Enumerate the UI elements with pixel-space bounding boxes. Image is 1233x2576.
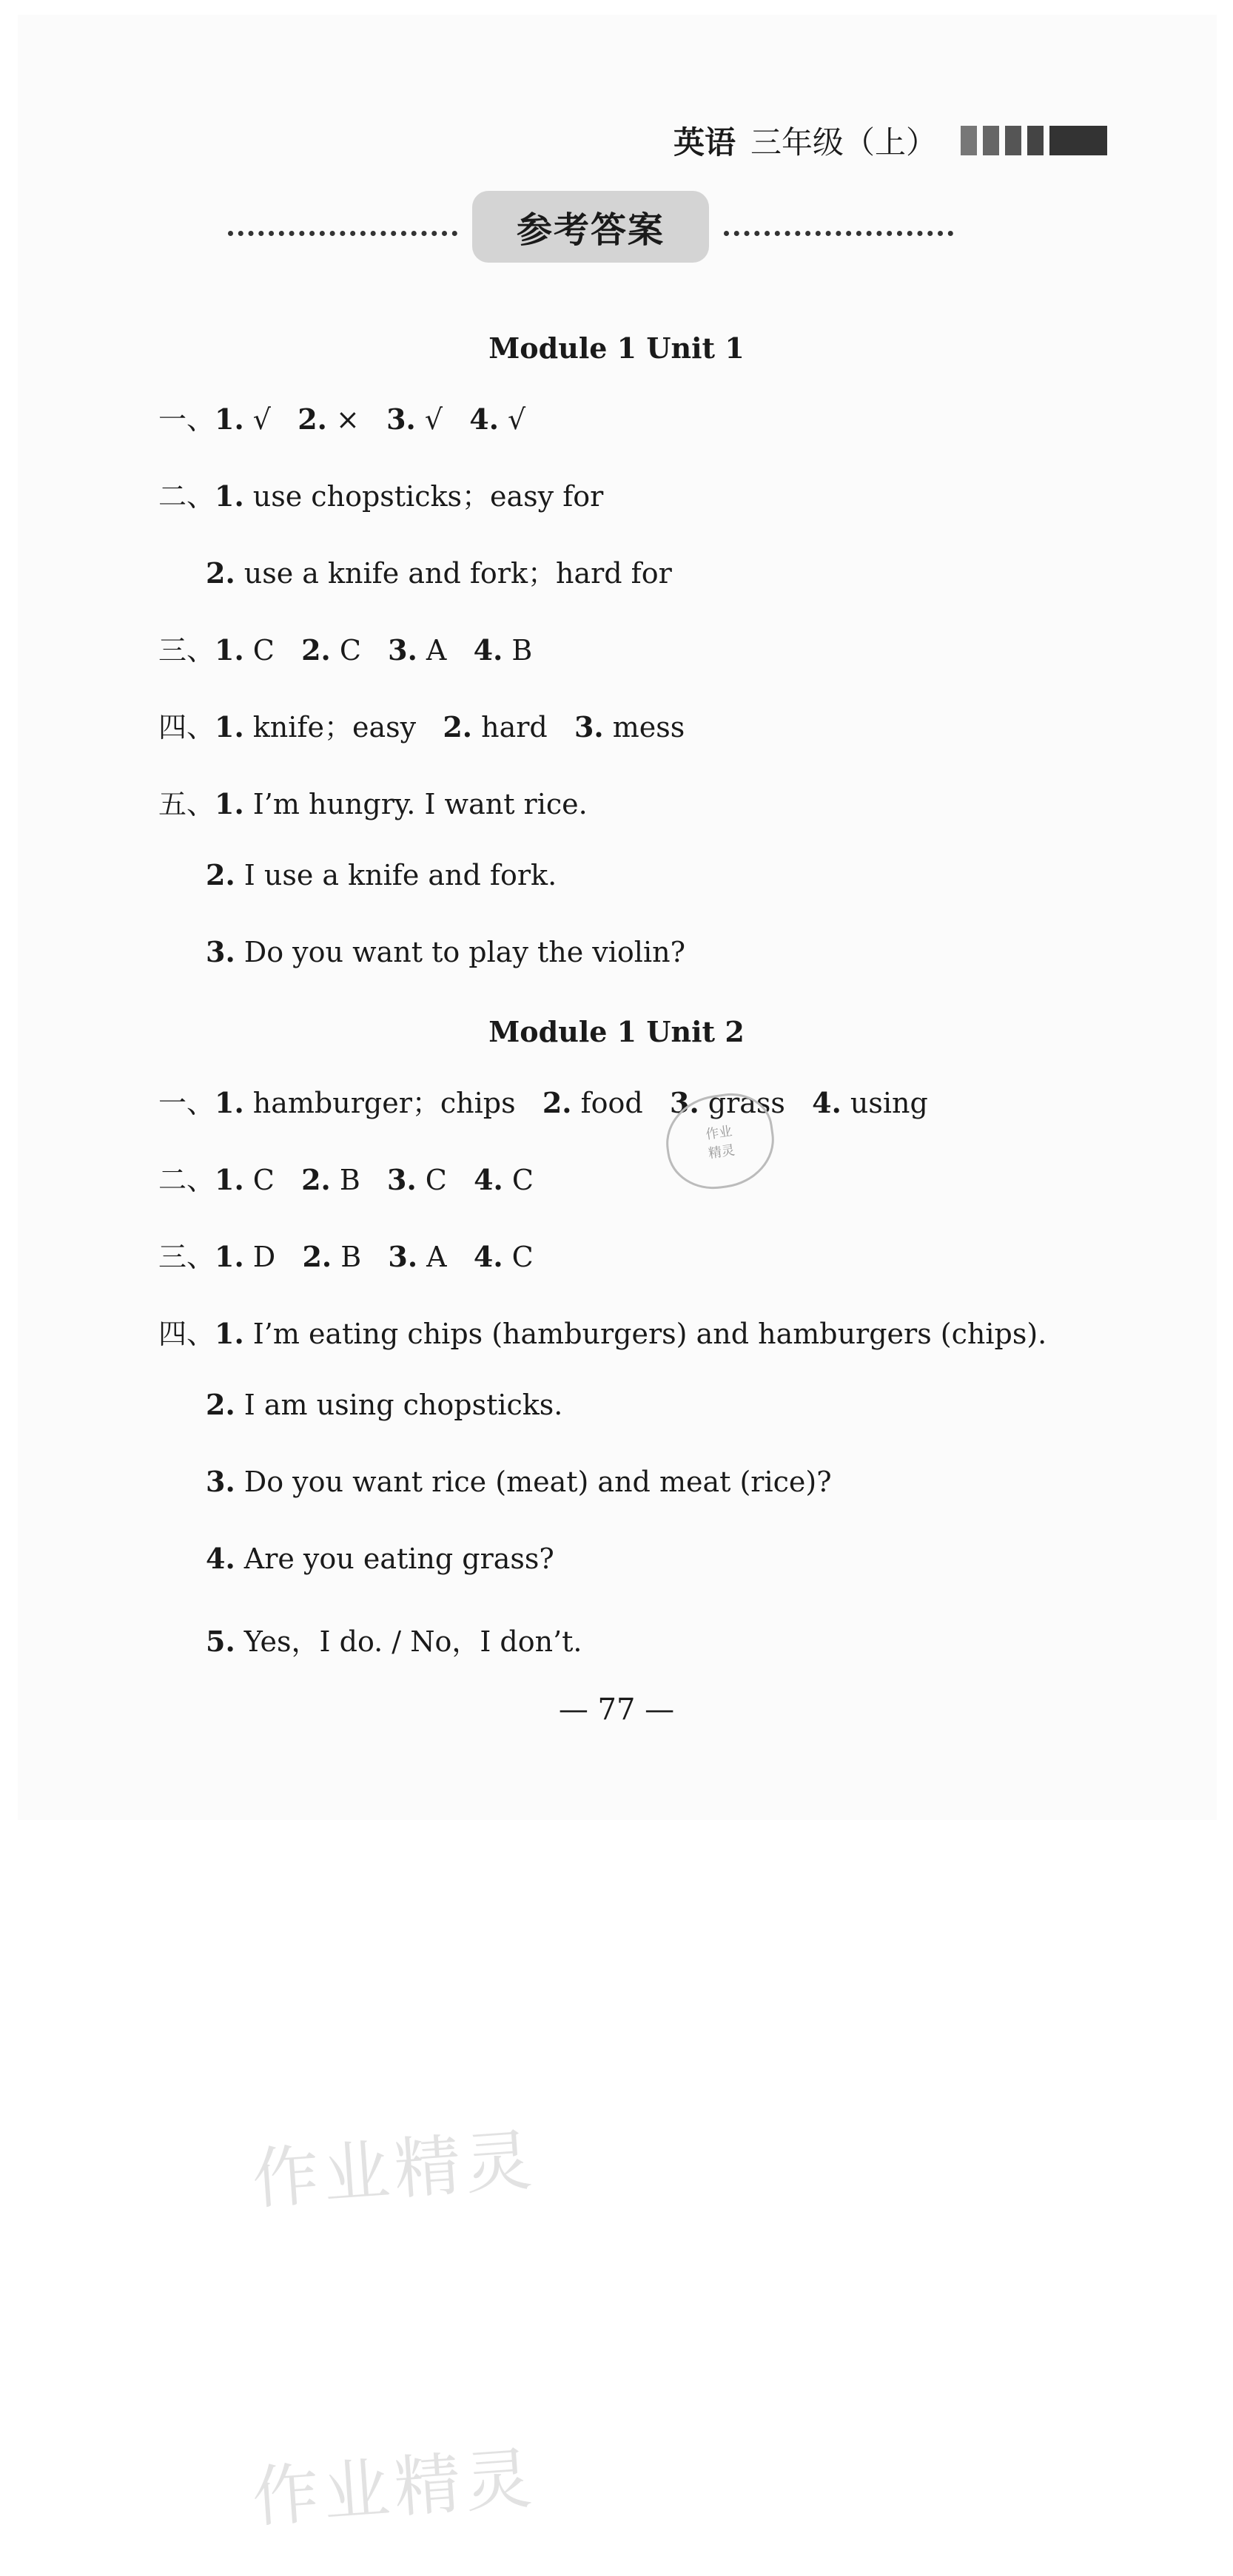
answer-text: I use a knife and fork. xyxy=(235,859,557,891)
answer-number: 3. xyxy=(388,1240,418,1273)
answer-number: 4. xyxy=(473,1240,503,1273)
question-label: 三、 xyxy=(158,634,215,667)
answer-text: D xyxy=(243,1241,276,1273)
answer-text: A xyxy=(417,1241,447,1273)
answer-text: I’m eating chips (hamburgers) and hamburgers (chips). xyxy=(243,1318,1047,1350)
question-label: 三、 xyxy=(158,1241,215,1273)
answer-text: mess xyxy=(603,711,685,744)
dotted-divider-right xyxy=(724,218,953,236)
module1-unit1-heading: Module 1 Unit 1 xyxy=(488,331,745,365)
answer-text: knife；easy xyxy=(243,711,417,744)
answer-number: 3. xyxy=(206,1465,235,1498)
answer-line xyxy=(206,1465,832,1498)
answer-text: grass xyxy=(699,1087,785,1119)
answer-text: C xyxy=(243,634,275,667)
answer-text: Are you eating grass? xyxy=(235,1542,554,1575)
answer-number: 1. xyxy=(215,787,244,820)
answer-line xyxy=(158,627,532,668)
answer-text: √ xyxy=(498,403,526,436)
header-decoration-bars xyxy=(961,126,1107,155)
watermark-top: 作业精灵 xyxy=(249,2121,539,2219)
answer-number: 1. xyxy=(215,1240,244,1273)
answer-number: 2. xyxy=(443,710,473,744)
answer-number: 1. xyxy=(215,633,244,667)
answer-text: I’m hungry. I want rice. xyxy=(243,788,588,820)
answer-text: I am using chopsticks. xyxy=(235,1389,563,1421)
answer-text: C xyxy=(330,634,361,667)
answer-number: 3. xyxy=(388,633,417,667)
answer-text: A xyxy=(417,634,447,667)
answer-number: 2. xyxy=(298,402,327,436)
answer-number: 1. xyxy=(215,710,244,744)
answer-number: 4. xyxy=(474,1163,503,1196)
answer-line xyxy=(158,1311,1046,1352)
page-title: 参考答案 xyxy=(472,191,709,263)
answer-text: C xyxy=(503,1164,534,1196)
answer-number: 2. xyxy=(206,556,235,590)
answer-line xyxy=(206,1388,562,1421)
answer-text: hamburger；chips xyxy=(243,1087,516,1119)
answer-text: Yes，I do. / No，I don’t. xyxy=(235,1625,582,1658)
answer-number: 2. xyxy=(301,1163,331,1196)
answer-number: 4. xyxy=(812,1086,841,1119)
answer-number: 2. xyxy=(542,1086,572,1119)
answer-number: 1. xyxy=(215,1086,244,1119)
question-label: 二、 xyxy=(158,1164,215,1196)
answer-line xyxy=(158,704,685,745)
answer-number: 1. xyxy=(215,402,244,436)
watermark-bottom: 作业精灵 xyxy=(249,2439,539,2538)
answer-text: × xyxy=(326,403,360,436)
answer-line xyxy=(158,1234,534,1275)
answer-text: B xyxy=(503,634,533,667)
answer-text: Do you want to play the violin? xyxy=(235,936,685,968)
answer-number: 1. xyxy=(215,1317,244,1350)
answer-line xyxy=(206,858,557,891)
answer-text: hard xyxy=(472,711,548,744)
dotted-divider-left xyxy=(228,218,457,236)
answer-text: C xyxy=(416,1164,447,1196)
answer-number: 2. xyxy=(206,858,235,891)
answer-text: C xyxy=(243,1164,275,1196)
answer-line xyxy=(158,781,588,822)
question-label: 二、 xyxy=(158,480,215,513)
answer-text: Do you want rice (meat) and meat (rice)? xyxy=(235,1466,832,1498)
answer-text: √ xyxy=(243,403,271,436)
subject-label: 英语 xyxy=(673,124,736,161)
page-number: — 77 — xyxy=(558,1693,675,1727)
answer-number: 3. xyxy=(574,710,604,744)
answer-text: B xyxy=(332,1241,362,1273)
answer-line xyxy=(158,1080,928,1121)
answer-text: C xyxy=(503,1241,534,1273)
answer-number: 2. xyxy=(206,1388,235,1421)
question-label: 五、 xyxy=(158,788,215,820)
answer-text: √ xyxy=(415,403,443,436)
title-row xyxy=(213,191,968,263)
answer-text: B xyxy=(330,1164,360,1196)
question-label: 四、 xyxy=(158,1318,215,1350)
grade-label: 三年级（上） xyxy=(750,124,938,161)
stamp-logo: 作业 精灵 xyxy=(660,1088,780,1195)
answer-number: 1. xyxy=(215,1163,244,1196)
answer-number: 4. xyxy=(469,402,499,436)
answer-number: 2. xyxy=(302,1240,332,1273)
module1-unit2-heading: Module 1 Unit 2 xyxy=(488,1015,745,1048)
answer-number: 2. xyxy=(301,633,331,667)
answer-line xyxy=(206,1542,554,1575)
answer-number: 3. xyxy=(386,402,416,436)
answer-number: 4. xyxy=(473,633,503,667)
answer-text: use chopsticks；easy for xyxy=(243,480,604,513)
answer-line xyxy=(158,1157,534,1198)
question-label: 四、 xyxy=(158,711,215,744)
answer-text: using xyxy=(841,1087,928,1119)
answer-text: use a knife and fork；hard for xyxy=(235,557,672,590)
question-label: 一、 xyxy=(158,1087,215,1119)
answer-number: 3. xyxy=(670,1086,699,1119)
answer-number: 4. xyxy=(206,1542,235,1575)
answer-number: 1. xyxy=(215,479,244,513)
answer-number: 3. xyxy=(387,1163,417,1196)
answer-text: food xyxy=(571,1087,643,1119)
answer-number: 5. xyxy=(206,1625,235,1658)
answer-number: 3. xyxy=(206,935,235,968)
answer-line xyxy=(206,1619,582,1659)
question-label: 一、 xyxy=(158,403,215,436)
answer-page xyxy=(18,15,1217,1820)
answer-line xyxy=(206,935,685,968)
answer-line xyxy=(158,473,603,514)
page-header xyxy=(673,118,1107,163)
answer-line xyxy=(158,397,525,437)
answer-line xyxy=(206,550,672,591)
